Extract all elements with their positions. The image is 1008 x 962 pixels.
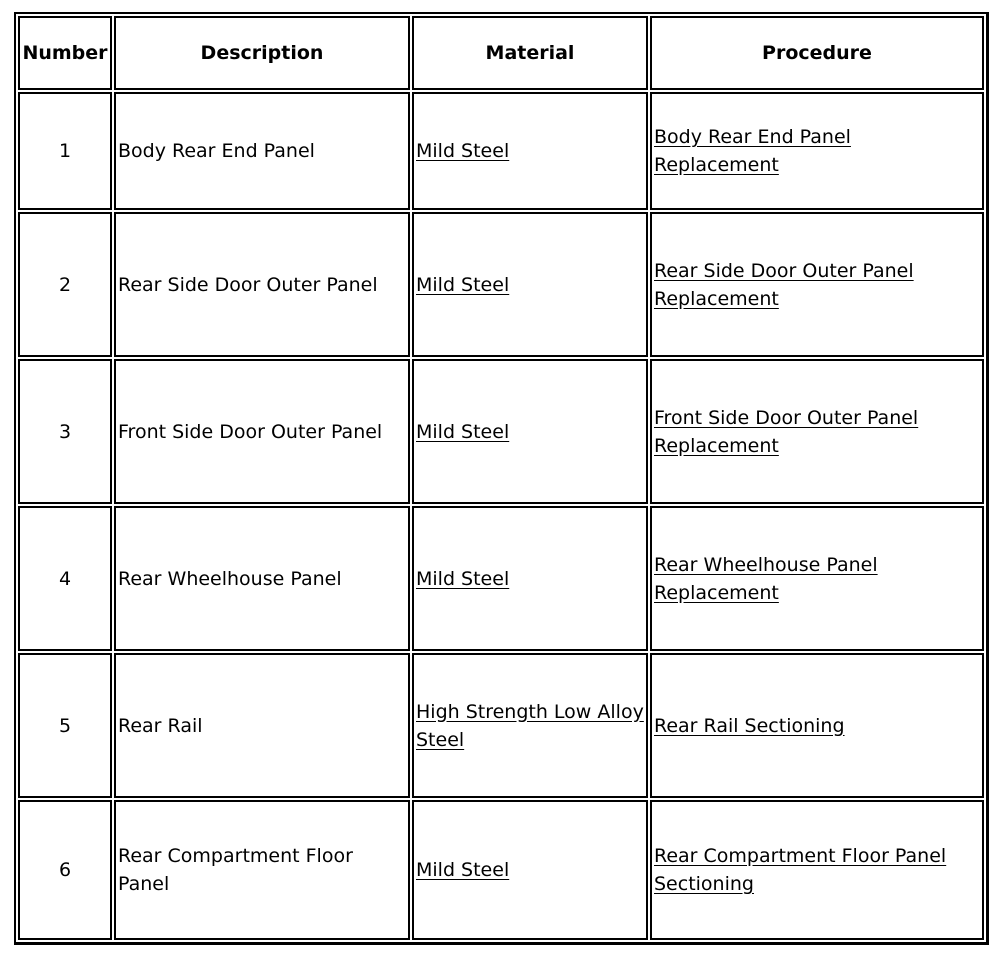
row-material-cell xyxy=(412,800,648,940)
row-number: 2 xyxy=(18,212,112,357)
material-link[interactable]: Mild Steel xyxy=(416,420,510,443)
row-description: Rear Rail xyxy=(114,653,410,798)
row-number: 4 xyxy=(18,506,112,651)
parts-table xyxy=(14,12,989,945)
procedure-link[interactable]: Rear Compartment Floor Panel Sectioning xyxy=(654,845,947,895)
row-material-cell xyxy=(412,506,648,651)
table-row xyxy=(18,359,984,504)
procedure-link[interactable]: Rear Side Door Outer Panel Replacement xyxy=(654,259,914,310)
row-description: Rear Side Door Outer Panel xyxy=(114,212,410,357)
row-material-cell xyxy=(412,92,648,210)
row-material-cell xyxy=(412,212,648,357)
table-row xyxy=(18,92,984,210)
header-description: Description xyxy=(114,16,410,90)
header-material: Material xyxy=(412,16,648,90)
row-description: Body Rear End Panel xyxy=(114,92,410,210)
procedure-link[interactable]: Front Side Door Outer Panel Replacement xyxy=(654,406,919,457)
row-description: Front Side Door Outer Panel xyxy=(114,359,410,504)
row-procedure-cell xyxy=(650,653,984,798)
row-procedure-cell xyxy=(650,212,984,357)
row-description: Rear Wheelhouse Panel xyxy=(114,506,410,651)
row-number: 1 xyxy=(18,92,112,210)
procedure-link[interactable]: Rear Rail Sectioning xyxy=(654,714,845,737)
material-link[interactable]: Mild Steel xyxy=(416,567,510,590)
row-number: 5 xyxy=(18,653,112,798)
procedure-link[interactable]: Rear Wheelhouse Panel Replacement xyxy=(654,553,878,604)
procedure-link[interactable]: Body Rear End Panel Replacement xyxy=(654,126,851,176)
row-number: 6 xyxy=(18,800,112,940)
parts-table-container xyxy=(14,12,989,945)
row-description: Rear Compartment Floor Panel xyxy=(114,800,410,940)
material-link[interactable]: Mild Steel xyxy=(416,140,510,162)
header-number: Number xyxy=(18,16,112,90)
table-header-row xyxy=(18,16,984,90)
table-row xyxy=(18,212,984,357)
table-row xyxy=(18,506,984,651)
row-procedure-cell xyxy=(650,506,984,651)
table-row xyxy=(18,800,984,940)
material-link[interactable]: Mild Steel xyxy=(416,859,510,881)
table-row xyxy=(18,653,984,798)
row-procedure-cell xyxy=(650,92,984,210)
material-link[interactable]: High Strength Low Alloy Steel xyxy=(416,700,644,751)
row-procedure-cell xyxy=(650,359,984,504)
header-procedure: Procedure xyxy=(650,16,984,90)
row-material-cell xyxy=(412,653,648,798)
row-number: 3 xyxy=(18,359,112,504)
row-procedure-cell xyxy=(650,800,984,940)
material-link[interactable]: Mild Steel xyxy=(416,273,510,296)
row-material-cell xyxy=(412,359,648,504)
